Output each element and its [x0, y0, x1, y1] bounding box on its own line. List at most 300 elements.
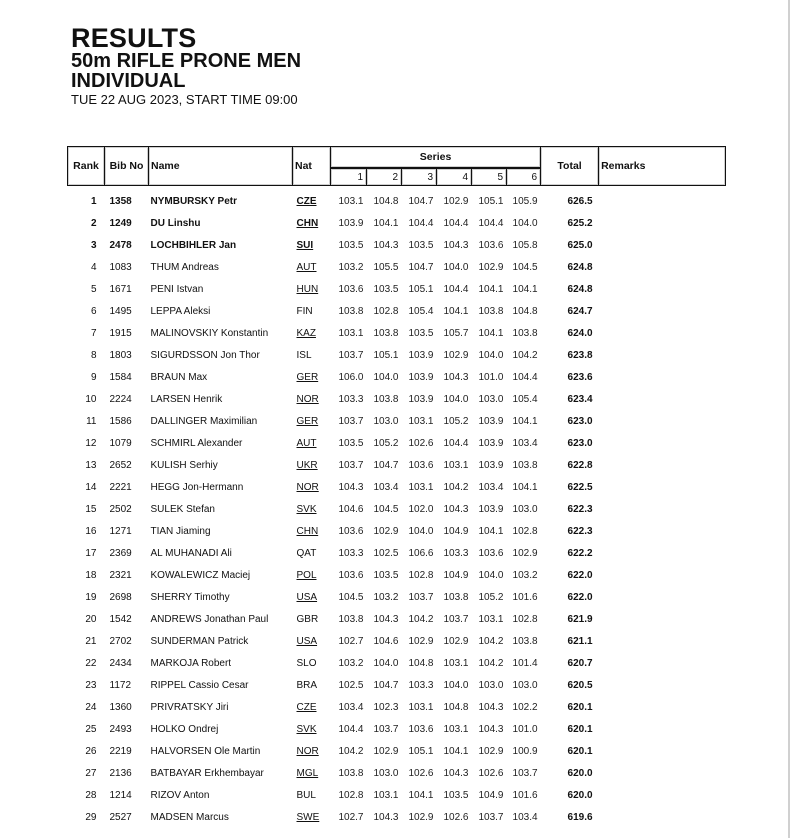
series-1-score: 103.6: [338, 569, 364, 581]
remarks-cell: [599, 806, 726, 828]
bib-cell: 2527: [109, 811, 132, 823]
athlete-name: DALLINGER Maximilian: [150, 415, 258, 427]
nation-code[interactable]: SVK: [296, 723, 317, 735]
series-3-score: 103.9: [408, 349, 434, 361]
series-1-score: 103.5: [338, 437, 364, 449]
series-6-score: 104.5: [512, 261, 538, 273]
rank-cell: 10: [85, 393, 97, 405]
bib-cell: 1803: [109, 349, 132, 361]
remarks-cell: [599, 388, 726, 410]
series-1-score: 104.4: [338, 723, 364, 735]
nation-code[interactable]: NOR: [296, 481, 319, 493]
total-score: 620.1: [567, 745, 593, 757]
series-6-score: 102.2: [512, 701, 538, 713]
nation-code: FIN: [296, 305, 313, 317]
remarks-cell: [599, 410, 726, 432]
series-6-score: 102.8: [512, 613, 538, 625]
athlete-name: MALINOVSKIY Konstantin: [150, 327, 269, 339]
series-2-score: 105.1: [373, 349, 399, 361]
rank-cell: 8: [90, 349, 97, 361]
table-row: [68, 784, 726, 806]
series-5-score: 104.2: [478, 657, 504, 669]
series-6-score: 103.0: [512, 679, 538, 691]
series-4-score: 103.5: [443, 789, 469, 801]
series-3-score: 102.9: [408, 811, 434, 823]
series-6-score: 101.4: [512, 657, 538, 669]
series-2-score: 103.4: [373, 481, 399, 493]
series-2-score: 105.2: [373, 437, 399, 449]
nation-code[interactable]: GER: [296, 371, 319, 383]
table-row: [68, 520, 726, 542]
nation-code[interactable]: GER: [296, 415, 319, 427]
series-5-score: 103.8: [478, 305, 504, 317]
bib-cell: 2224: [109, 393, 132, 405]
series-6-score: 100.9: [512, 745, 538, 757]
series-2-score: 104.5: [373, 503, 399, 515]
rank-cell: 27: [85, 767, 97, 779]
series-6-score: 101.0: [512, 723, 538, 735]
rank-cell: 22: [85, 657, 97, 669]
bib-cell: 2136: [109, 767, 132, 779]
series-3-score: 105.1: [408, 283, 434, 295]
nation-code[interactable]: USA: [296, 591, 318, 603]
series-2-score: 102.5: [373, 547, 399, 559]
series-4-score: 104.0: [443, 393, 469, 405]
table-row: [68, 806, 726, 828]
series-4-score: 104.3: [443, 503, 469, 515]
series-4-score: 102.9: [443, 195, 469, 207]
series-2-score: 104.3: [373, 239, 399, 251]
series-6-score: 104.1: [512, 283, 538, 295]
series-2-score: 104.7: [373, 679, 399, 691]
series-2-score: 103.0: [373, 767, 399, 779]
series-3-score: 102.6: [408, 767, 434, 779]
total-score: 622.3: [567, 503, 593, 515]
nation-code[interactable]: AUT: [296, 261, 317, 273]
total-score: 623.4: [567, 393, 593, 405]
series-4-score: 104.1: [443, 745, 469, 757]
table-row: [68, 586, 726, 608]
col-header-series-3: 3: [402, 168, 437, 186]
bib-cell: 1358: [109, 195, 132, 207]
table-row: [68, 608, 726, 630]
series-3-score: 103.3: [408, 679, 434, 691]
athlete-name: BRAUN Max: [150, 371, 208, 383]
series-6-score: 104.8: [512, 305, 538, 317]
event-category: INDIVIDUAL: [71, 70, 186, 92]
series-1-score: 103.6: [338, 283, 364, 295]
series-5-score: 104.9: [478, 789, 504, 801]
series-6-score: 101.6: [512, 789, 538, 801]
series-6-score: 104.0: [512, 217, 538, 229]
series-2-score: 102.9: [373, 745, 399, 757]
series-3-score: 104.4: [408, 217, 434, 229]
series-5-score: 101.0: [478, 371, 504, 383]
athlete-name: LARSEN Henrik: [150, 393, 223, 405]
col-header-total: Total: [541, 147, 599, 186]
series-3-score: 102.6: [408, 437, 434, 449]
series-1-score: 104.2: [338, 745, 364, 757]
remarks-cell: [599, 476, 726, 498]
total-score: 621.9: [567, 613, 593, 625]
col-header-bib: Bib No: [105, 147, 149, 186]
bib-cell: 1542: [109, 613, 132, 625]
series-4-score: 103.3: [443, 547, 469, 559]
series-5-score: 103.9: [478, 437, 504, 449]
series-6-score: 103.4: [512, 437, 538, 449]
series-3-score: 104.1: [408, 789, 434, 801]
nation-code[interactable]: CZE: [296, 195, 317, 207]
remarks-cell: [599, 212, 726, 234]
athlete-name: HALVORSEN Ole Martin: [150, 745, 261, 757]
bib-cell: 1915: [109, 327, 132, 339]
athlete-name: AL MUHANADI Ali: [150, 547, 232, 559]
remarks-cell: [599, 234, 726, 256]
series-3-score: 103.9: [408, 393, 434, 405]
table-row: [68, 432, 726, 454]
nation-code[interactable]: KAZ: [296, 327, 316, 339]
series-4-score: 104.4: [443, 437, 469, 449]
athlete-name: PENI Istvan: [150, 283, 204, 295]
series-6-score: 103.8: [512, 459, 538, 471]
series-3-score: 104.0: [408, 525, 434, 537]
col-header-series-6: 6: [507, 168, 541, 186]
athlete-name: TIAN Jiaming: [150, 525, 211, 537]
series-3-score: 104.8: [408, 657, 434, 669]
series-1-score: 103.7: [338, 349, 364, 361]
series-4-score: 104.9: [443, 525, 469, 537]
total-score: 620.0: [567, 767, 593, 779]
series-1-score: 102.5: [338, 679, 364, 691]
series-4-score: 103.7: [443, 613, 469, 625]
series-4-score: 104.9: [443, 569, 469, 581]
athlete-name: SULEK Stefan: [150, 503, 215, 515]
series-4-score: 104.3: [443, 239, 469, 251]
bib-cell: 1360: [109, 701, 132, 713]
total-score: 622.0: [567, 591, 593, 603]
series-3-score: 103.6: [408, 723, 434, 735]
nation-code[interactable]: NOR: [296, 745, 319, 757]
athlete-name: RIZOV Anton: [150, 789, 210, 801]
series-1-score: 103.3: [338, 547, 364, 559]
table-row: [68, 300, 726, 322]
bib-cell: 2434: [109, 657, 132, 669]
series-4-score: 103.8: [443, 591, 469, 603]
bib-cell: 1214: [109, 789, 132, 801]
bib-cell: 2698: [109, 591, 132, 603]
table-row: [68, 344, 726, 366]
bib-cell: 2219: [109, 745, 132, 757]
series-3-score: 102.8: [408, 569, 434, 581]
bib-cell: 2493: [109, 723, 132, 735]
table-row: [68, 454, 726, 476]
series-2-score: 104.1: [373, 217, 399, 229]
remarks-cell: [599, 322, 726, 344]
col-header-series: Series: [331, 147, 541, 169]
series-1-score: 103.4: [338, 701, 364, 713]
series-4-score: 104.3: [443, 371, 469, 383]
series-6-score: 101.6: [512, 591, 538, 603]
rank-cell: 20: [85, 613, 97, 625]
series-4-score: 104.3: [443, 767, 469, 779]
series-1-score: 104.6: [338, 503, 364, 515]
series-2-score: 103.7: [373, 723, 399, 735]
rank-cell: 24: [85, 701, 97, 713]
total-score: 624.0: [567, 327, 593, 339]
remarks-cell: [599, 344, 726, 366]
remarks-cell: [599, 784, 726, 806]
series-4-score: 103.1: [443, 657, 469, 669]
series-2-score: 104.8: [373, 195, 399, 207]
nation-code[interactable]: SVK: [296, 503, 317, 515]
rank-cell: 3: [90, 239, 97, 251]
series-6-score: 102.9: [512, 547, 538, 559]
rank-cell: 12: [85, 437, 97, 449]
series-3-score: 104.7: [408, 261, 434, 273]
total-score: 621.1: [567, 635, 593, 647]
series-3-score: 102.0: [408, 503, 434, 515]
series-6-score: 105.8: [512, 239, 538, 251]
bib-cell: 2369: [109, 547, 132, 559]
total-score: 619.6: [567, 811, 593, 823]
rank-cell: 19: [85, 591, 97, 603]
series-6-score: 103.8: [512, 635, 538, 647]
series-2-score: 103.1: [373, 789, 399, 801]
series-1-score: 103.7: [338, 459, 364, 471]
series-2-score: 103.2: [373, 591, 399, 603]
series-6-score: 105.9: [512, 195, 538, 207]
document-title: RESULTS: [71, 23, 197, 53]
series-2-score: 105.5: [373, 261, 399, 273]
rank-cell: 29: [85, 811, 97, 823]
athlete-name: SCHMIRL Alexander: [150, 437, 243, 449]
rank-cell: 1: [90, 195, 97, 207]
bib-cell: 1584: [109, 371, 132, 383]
bib-cell: 2478: [109, 239, 132, 251]
rank-cell: 26: [85, 745, 97, 757]
series-5-score: 103.6: [478, 547, 504, 559]
series-5-score: 102.9: [478, 745, 504, 757]
series-1-score: 103.5: [338, 239, 364, 251]
nation-code[interactable]: USA: [296, 635, 318, 647]
remarks-cell: [599, 718, 726, 740]
nation-code[interactable]: SUI: [296, 239, 314, 251]
total-score: 623.6: [567, 371, 593, 383]
series-5-score: 103.0: [478, 679, 504, 691]
rank-cell: 16: [85, 525, 97, 537]
bib-cell: 1083: [109, 261, 132, 273]
athlete-name: NYMBURSKY Petr: [150, 195, 237, 207]
table-row: [68, 234, 726, 256]
series-2-score: 102.9: [373, 525, 399, 537]
nation-code[interactable]: CHN: [296, 217, 319, 229]
table-row: [68, 564, 726, 586]
series-4-score: 102.9: [443, 635, 469, 647]
series-5-score: 102.6: [478, 767, 504, 779]
nation-code: SLO: [296, 657, 317, 669]
col-header-series-5: 5: [472, 168, 507, 186]
series-5-score: 105.1: [478, 195, 504, 207]
total-score: 623.0: [567, 437, 593, 449]
series-5-score: 103.9: [478, 503, 504, 515]
series-4-score: 104.8: [443, 701, 469, 713]
rank-cell: 15: [85, 503, 97, 515]
series-6-score: 104.1: [512, 481, 538, 493]
series-5-score: 103.9: [478, 459, 504, 471]
series-2-score: 103.8: [373, 327, 399, 339]
nation-code: BRA: [296, 679, 318, 691]
event-date-time: TUE 22 AUG 2023, START TIME 09:00: [71, 92, 298, 107]
col-header-name: Name: [149, 147, 293, 186]
series-4-score: 104.2: [443, 481, 469, 493]
athlete-name: KULISH Serhiy: [150, 459, 218, 471]
total-score: 622.3: [567, 525, 593, 537]
series-2-score: 102.8: [373, 305, 399, 317]
nation-code[interactable]: UKR: [296, 459, 318, 471]
series-5-score: 104.1: [478, 327, 504, 339]
rank-cell: 5: [90, 283, 97, 295]
rank-cell: 21: [85, 635, 97, 647]
remarks-cell: [599, 454, 726, 476]
series-5-score: 105.2: [478, 591, 504, 603]
rank-cell: 9: [90, 371, 97, 383]
series-5-score: 103.7: [478, 811, 504, 823]
series-6-score: 103.4: [512, 811, 538, 823]
series-5-score: 104.0: [478, 349, 504, 361]
remarks-cell: [599, 520, 726, 542]
athlete-name: SHERRY Timothy: [150, 591, 230, 603]
nation-code: QAT: [296, 547, 317, 559]
table-row: [68, 410, 726, 432]
bib-cell: 1271: [109, 525, 132, 537]
series-2-score: 104.3: [373, 811, 399, 823]
athlete-name: DU Linshu: [150, 217, 201, 229]
remarks-cell: [599, 256, 726, 278]
total-score: 620.7: [567, 657, 593, 669]
results-table: [67, 146, 726, 828]
athlete-name: ANDREWS Jonathan Paul: [150, 613, 269, 625]
series-1-score: 103.1: [338, 327, 364, 339]
total-score: 620.1: [567, 723, 593, 735]
table-row: [68, 476, 726, 498]
series-5-score: 104.3: [478, 701, 504, 713]
series-6-score: 104.1: [512, 415, 538, 427]
series-6-score: 102.8: [512, 525, 538, 537]
series-5-score: 103.1: [478, 613, 504, 625]
series-3-score: 103.5: [408, 327, 434, 339]
nation-code: ISL: [296, 349, 312, 361]
results-body: [68, 186, 726, 829]
nation-code[interactable]: NOR: [296, 393, 319, 405]
table-row: [68, 366, 726, 388]
remarks-cell: [599, 740, 726, 762]
series-4-score: 105.2: [443, 415, 469, 427]
table-row: [68, 740, 726, 762]
rank-cell: 14: [85, 481, 97, 493]
athlete-name: HOLKO Ondrej: [150, 723, 219, 735]
nation-code[interactable]: POL: [296, 569, 317, 581]
total-score: 623.8: [567, 349, 593, 361]
series-5-score: 104.1: [478, 525, 504, 537]
series-6-score: 103.2: [512, 569, 538, 581]
series-4-score: 103.1: [443, 459, 469, 471]
nation-code[interactable]: CZE: [296, 701, 317, 713]
athlete-name: LEPPA Aleksi: [150, 305, 211, 317]
athlete-name: SIGURDSSON Jon Thor: [150, 349, 260, 361]
nation-code[interactable]: AUT: [296, 437, 317, 449]
bib-cell: 1172: [109, 679, 132, 691]
athlete-name: SUNDERMAN Patrick: [150, 635, 249, 647]
table-row: [68, 762, 726, 784]
series-3-score: 103.1: [408, 481, 434, 493]
series-5-score: 104.2: [478, 635, 504, 647]
rank-cell: 28: [85, 789, 97, 801]
series-2-score: 102.3: [373, 701, 399, 713]
series-5-score: 103.0: [478, 393, 504, 405]
series-1-score: 103.8: [338, 305, 364, 317]
document-header: [71, 25, 301, 107]
table-row: [68, 718, 726, 740]
series-3-score: 103.1: [408, 701, 434, 713]
total-score: 624.8: [567, 261, 593, 273]
series-2-score: 104.0: [373, 657, 399, 669]
col-header-rank: Rank: [68, 147, 105, 186]
bib-cell: 2221: [109, 481, 132, 493]
series-2-score: 103.8: [373, 393, 399, 405]
series-5-score: 104.0: [478, 569, 504, 581]
series-2-score: 104.6: [373, 635, 399, 647]
col-header-remarks: Remarks: [599, 147, 726, 186]
athlete-name: MADSEN Marcus: [150, 811, 229, 823]
series-5-score: 104.1: [478, 283, 504, 295]
rank-cell: 17: [85, 547, 97, 559]
series-4-score: 105.7: [443, 327, 469, 339]
nation-code[interactable]: CHN: [296, 525, 319, 537]
series-2-score: 104.3: [373, 613, 399, 625]
athlete-name: LOCHBIHLER Jan: [150, 239, 237, 251]
table-row: [68, 674, 726, 696]
nation-code[interactable]: MGL: [296, 767, 319, 779]
nation-code[interactable]: HUN: [296, 283, 319, 295]
rank-cell: 6: [90, 305, 97, 317]
series-3-score: 104.7: [408, 195, 434, 207]
table-row: [68, 388, 726, 410]
series-4-score: 104.0: [443, 679, 469, 691]
series-2-score: 103.5: [373, 569, 399, 581]
rank-cell: 11: [86, 415, 97, 427]
series-1-score: 103.1: [338, 195, 364, 207]
table-row: [68, 498, 726, 520]
series-4-score: 104.4: [443, 283, 469, 295]
series-3-score: 103.5: [408, 239, 434, 251]
series-3-score: 105.1: [408, 745, 434, 757]
series-2-score: 103.5: [373, 283, 399, 295]
series-4-score: 104.0: [443, 261, 469, 273]
series-3-score: 105.4: [408, 305, 434, 317]
rank-cell: 2: [90, 217, 97, 229]
event-name: 50m RIFLE PRONE MEN: [71, 50, 302, 72]
series-3-score: 102.9: [408, 635, 434, 647]
series-1-score: 103.2: [338, 657, 364, 669]
series-1-score: 103.6: [338, 525, 364, 537]
series-6-score: 104.4: [512, 371, 538, 383]
series-1-score: 103.8: [338, 613, 364, 625]
series-5-score: 104.3: [478, 723, 504, 735]
table-row: [68, 696, 726, 718]
athlete-name: BATBAYAR Erkhembayar: [150, 767, 264, 779]
nation-code[interactable]: SWE: [296, 811, 320, 823]
athlete-name: PRIVRATSKY Jiri: [150, 701, 229, 713]
